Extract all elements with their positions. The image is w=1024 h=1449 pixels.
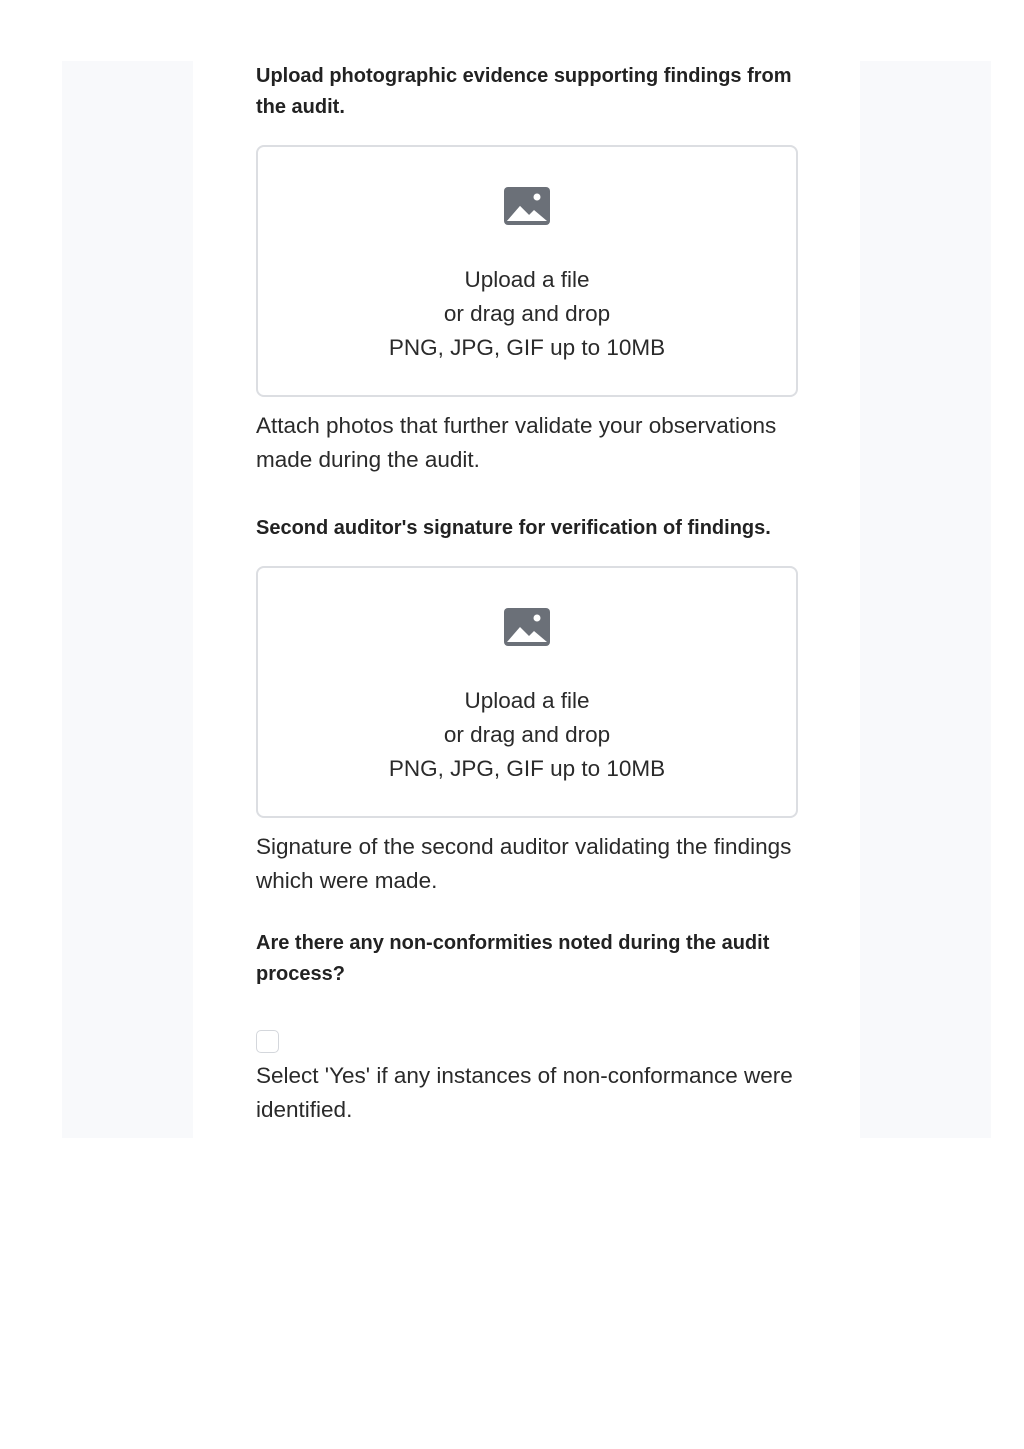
dropzone-text: [389, 263, 665, 365]
non-conformities-checkbox[interactable]: [256, 1030, 279, 1053]
photo-evidence-help: Attach photos that further validate your observations made during the audit.: [256, 413, 777, 472]
file-formats-text: PNG, JPG, GIF up to 10MB: [388, 335, 666, 360]
non-conformities-section: [256, 928, 798, 1127]
photo-evidence-section: [256, 61, 798, 477]
non-conformities-label: Are there any non-conformities noted during the audit process?: [256, 932, 770, 985]
second-signature-section: [256, 513, 798, 898]
photo-evidence-label: Upload photographic evidence supporting findings from the audit.: [256, 65, 792, 118]
second-signature-dropzone[interactable]: [256, 566, 798, 818]
left-gutter: [62, 61, 193, 1138]
audit-form: [256, 61, 798, 1127]
image-icon: [504, 608, 550, 646]
drag-drop-text: or drag and drop: [443, 722, 611, 747]
image-icon: [504, 187, 550, 225]
upload-file-link[interactable]: Upload a file: [464, 267, 590, 292]
photo-evidence-dropzone[interactable]: [256, 145, 798, 397]
upload-file-link[interactable]: Upload a file: [464, 688, 590, 713]
drag-drop-text: or drag and drop: [443, 301, 611, 326]
file-formats-text: PNG, JPG, GIF up to 10MB: [388, 756, 666, 781]
non-conformities-help: Select 'Yes' if any instances of non-conformance were identified.: [256, 1063, 793, 1122]
second-signature-label: Second auditor's signature for verification of findings.: [256, 517, 771, 539]
right-gutter: [860, 61, 991, 1138]
dropzone-text: [389, 684, 665, 786]
second-signature-help: Signature of the second auditor validating the findings which were made.: [256, 834, 792, 893]
